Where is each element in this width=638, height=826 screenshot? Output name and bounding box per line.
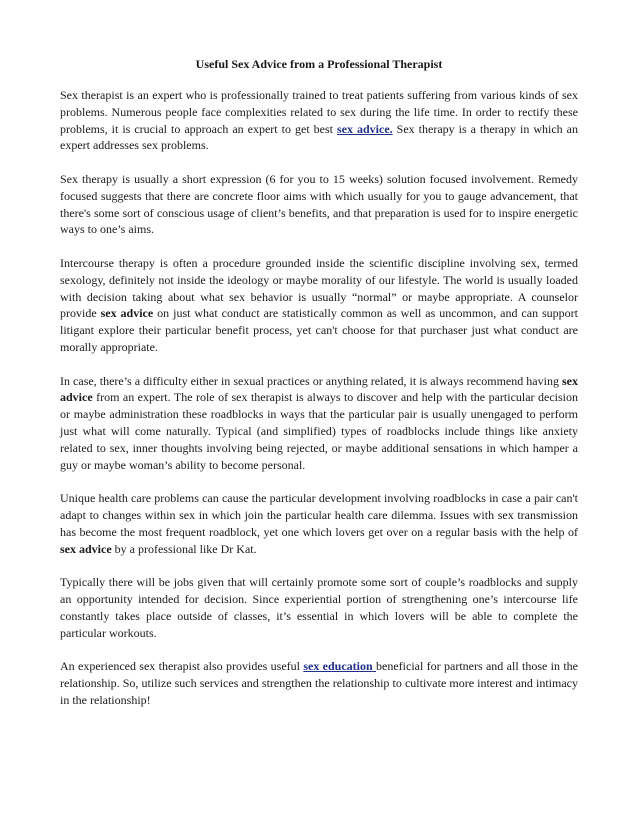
paragraph-text: by a professional like Dr Kat.: [111, 541, 257, 556]
paragraph-text: Sex therapy is usually a short expression (6 for you to 15 weeks) solution focused involvement. Remedy focused suggests that there are concrete floor aims with which usually for you to gauge advancement, that there's some sort of conscious usage of client’s benefits, and that preparation is used for to inspire energetic ways to one’s aims.: [60, 171, 578, 237]
paragraph-text: Sex therapist is an expert who is professionally trained to treat patients suffering from various kinds of sex problems. Numerous people face complexities related to sex during the life time. In order to rectify these problems, it is crucial to approach an expert to get best: [60, 88, 578, 136]
document-page: [60, 56, 578, 725]
paragraph: [60, 373, 578, 474]
paragraph: [60, 658, 578, 708]
paragraph: [60, 490, 578, 557]
paragraph-text: Sex therapy is a therapy in which an expert addresses sex problems.: [60, 121, 579, 153]
paragraph-text: An experienced sex therapist also provides useful: [60, 659, 304, 674]
paragraph: [60, 574, 578, 641]
inline-link[interactable]: sex advice.: [337, 121, 393, 136]
document-title: Useful Sex Advice from a Professional Therapist: [195, 57, 443, 71]
paragraph: [60, 255, 578, 356]
paragraph: [60, 87, 578, 154]
paragraph-text: Intercourse therapy is often a procedure grounded inside the scientific discipline involving sex, termed sexology, definitely not inside the ideology or maybe morality of our lifestyle. The world is usually loaded with decision taking about what sex behavior is usually “normal” or maybe appropriate. A counselor provide: [60, 255, 578, 321]
paragraph-text: Unique health care problems can cause the particular development involving roadblocks in case a pair can't adapt to changes within sex in which join the particular health care dilemma. Issues with sex transmission has become the most frequent roadblock, yet one which lovers get over on a regular basis with the help of: [60, 491, 578, 539]
paragraph-text: from an expert. The role of sex therapist is always to discover and help with the particular decision or maybe administration these roadblocks in ways that the particular pair is usually unengaged to perform just what will come naturally. Typical (and simplified) types of roadblocks include things like anxiety related to sex, inner thoughts involving being rejected, or maybe additional sensations in which hamper a guy or maybe woman’s ability to become personal.: [60, 390, 578, 472]
paragraph-text: on just what conduct are statistically common as well as uncommon, and can support litigant explore their particular benefit process, yet can't choose for that purchaser just what conduct are morally appropriate.: [60, 306, 579, 354]
inline-link[interactable]: sex education: [303, 659, 377, 674]
bold-keyword: sex advice: [60, 541, 112, 556]
bold-keyword: sex advice: [60, 373, 578, 405]
bold-keyword: sex advice: [100, 306, 154, 321]
document-body: [60, 87, 578, 708]
paragraph: [60, 171, 578, 238]
paragraph-text: In case, there’s a difficulty either in sexual practices or anything related, it is always recommend having: [60, 373, 562, 388]
paragraph-text: Typically there will be jobs given that will certainly promote some sort of couple’s roadblocks and supply an opportunity intended for decision. Since experiential portion of strengthening one’s intercourse life constantly takes place outside of classes, it’s essential in which lovers will be able to complete the particular workouts.: [60, 575, 578, 640]
paragraph-text: beneficial for partners and all those in the relationship. So, utilize such services and strengthen the relationship to cultivate more interest and intimacy in the relationship!: [60, 659, 578, 707]
